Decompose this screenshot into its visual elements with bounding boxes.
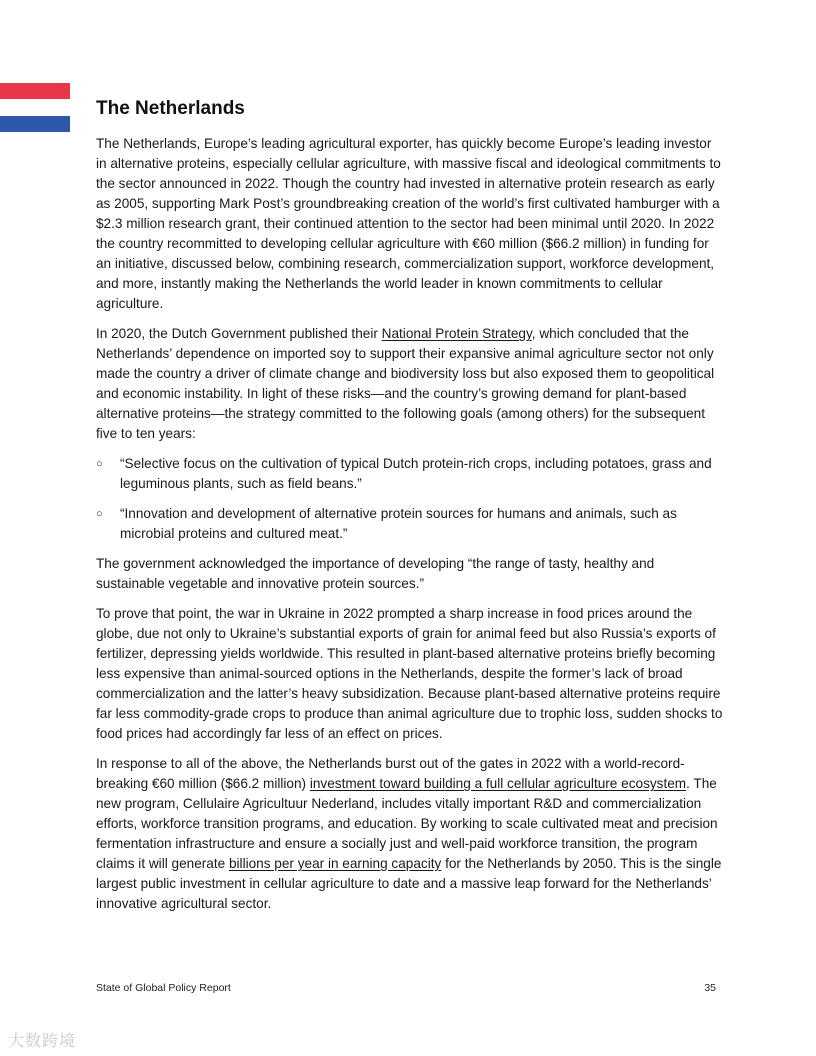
paragraph-intro: The Netherlands, Europe’s leading agricultural exporter, has quickly become Europe’s leading investor in alternative proteins, especially cellular agriculture, with massive fiscal and ideological commitments to the sector announced in 2022. Though the country had invested in alternative protein research as early as 2005, supporting Mark Post’s groundbreaking creation of the world’s first cultivated hamburger with a $2.3 million research grant, their continued attention to the sector had been minimal until 2020. In 2022 the country recommitted to developing cellular agriculture with €60 million ($66.2 million) in funding for an initiative, discussed below, combining research, commercialization support, workforce development, and more, instantly making the Netherlands the world leader in known commitments to cellular agriculture. bbox=[96, 136, 721, 311]
national-protein-strategy-link[interactable]: National Protein Strategy bbox=[381, 326, 532, 341]
flag-stripe-white bbox=[0, 99, 70, 115]
paragraph-text: , which concluded that the Netherlands’ dependence on imported soy to support their expansive animal agriculture sector not only made the country a driver of climate change and biodiversity loss but also exposed them to geopolitical and economic instability. In light of these risks—and the country’s growing demand for plant-based alternative proteins—the strategy committed to the following goals (among others) for the subsequent five to ten years: bbox=[96, 326, 715, 441]
paragraph-government: The government acknowledged the importance of developing “the range of tasty, healthy and sustainable vegetable and innovative protein sources.” bbox=[96, 556, 655, 591]
paragraph-text: . The new program, Cellulaire Agricultuur Nederland, includes vitally important R&D and commercialization efforts, workforce transition programs, and education. By working to scale cultivated meat and precision fermentation infrastructure and ensure a socially just and well-paid workforce transition, the program claims it will generate bbox=[96, 776, 718, 871]
paragraph-investment bbox=[96, 754, 724, 914]
list-item-text: “Innovation and development of alternative protein sources for humans and animals, such as microbial proteins and cultured meat.” bbox=[120, 506, 677, 541]
list-item-text: “Selective focus on the cultivation of typical Dutch protein-rich crops, including potatoes, grass and leguminous plants, such as field beans.” bbox=[120, 456, 712, 491]
cellular-agriculture-ecosystem-link[interactable]: investment toward building a full cellular agriculture ecosystem bbox=[309, 776, 687, 791]
paragraph-text: In 2020, the Dutch Government published their bbox=[96, 326, 382, 341]
list-item bbox=[96, 504, 724, 544]
flag-stripe-red bbox=[0, 83, 70, 99]
hollow-circle-bullet-icon: ○ bbox=[96, 458, 103, 470]
flag-stripe-blue bbox=[0, 116, 70, 132]
section-title: The Netherlands bbox=[96, 98, 245, 119]
page-number: 35 bbox=[704, 982, 716, 994]
report-name: State of Global Policy Report bbox=[96, 982, 231, 994]
paragraph-ukraine: To prove that point, the war in Ukraine in 2022 prompted a sharp increase in food prices around the globe, due not only to Ukraine’s substantial exports of grain for animal feed but also Russia’s exports of fertilizer, depressing yields worldwide. This resulted in plant-based alternative proteins briefly becoming less expensive than animal-sourced options in the Netherlands, despite the former’s lack of broad commercialization and the latter’s heavy subsidization. Because plant-based alternative proteins require far less commodity-grade crops to produce than animal agriculture due to trophic loss, sudden shocks to food prices had accordingly far less of an effect on prices. bbox=[96, 606, 723, 741]
watermark-logo: 大数跨境 bbox=[8, 1031, 77, 1050]
paragraph-text: for the Netherlands by 2050. This is the single largest public investment in cellular agriculture to date and a massive leap forward for the Netherlands’ innovative agricultural sector. bbox=[96, 856, 722, 911]
netherlands-flag-icon bbox=[0, 83, 70, 132]
main-content bbox=[96, 96, 724, 924]
strategy-goals-list bbox=[96, 454, 724, 544]
list-item bbox=[96, 454, 724, 494]
paragraph-protein-strategy bbox=[96, 324, 724, 444]
hollow-circle-bullet-icon: ○ bbox=[96, 508, 103, 520]
earning-capacity-link[interactable]: billions per year in earning capacity bbox=[228, 856, 442, 871]
paragraph-text: In response to all of the above, the Netherlands burst out of the gates in 2022 with a world-record-breaking €60 million ($66.2 million) bbox=[96, 756, 685, 791]
page-footer bbox=[96, 982, 716, 994]
